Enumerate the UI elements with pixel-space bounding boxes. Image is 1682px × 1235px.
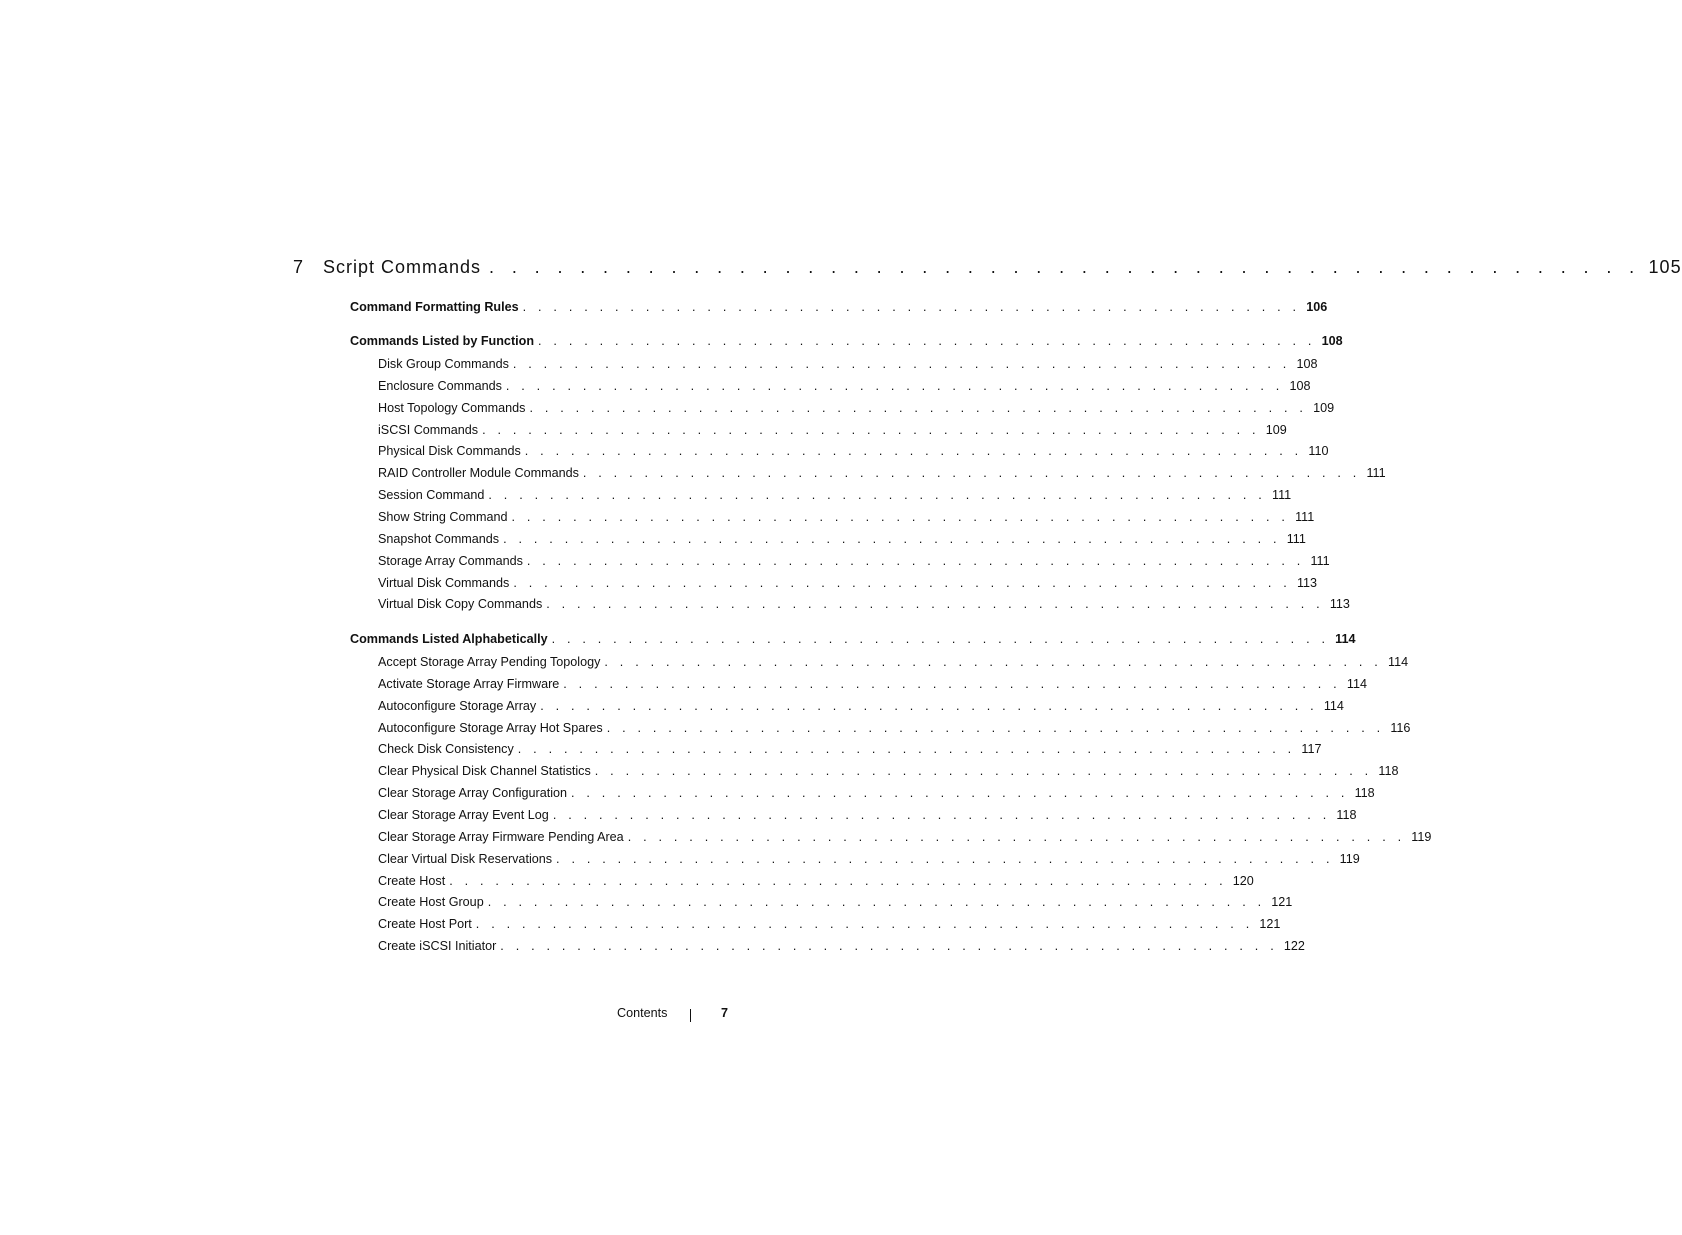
toc-entry-page-number: 114 [1388, 655, 1409, 669]
toc-entry-page-number: 117 [1301, 742, 1322, 757]
toc-section-entry[interactable] [350, 631, 1356, 647]
dot-leader: . . . . . . . . . . . . . . . . . . . . . . . . . . . . . . . . . . . . . . . . . . . . . . . . . . . [538, 334, 1316, 348]
toc-entry-page-number: 111 [1286, 531, 1306, 546]
toc-subsection-entry[interactable] [378, 553, 1330, 569]
dot-leader: . . . . . . . . . . . . . . . . . . . . . . . . . . . . . . . . . . . . . . . . . . . . . . . . . . . [526, 553, 1305, 568]
toc-entry-page-number: 118 [1336, 807, 1357, 822]
dot-leader: . . . . . . . . . . . . . . . . . . . . . . . . . . . . . . . . . . . . . . . . . . . . . . . . . . . [551, 632, 1330, 646]
toc-subsection-entry[interactable] [378, 741, 1322, 757]
toc-entry-page-number: 120 [1232, 873, 1254, 888]
toc-subsection-entry[interactable] [378, 596, 1350, 612]
toc-subsection-entry[interactable] [378, 851, 1360, 867]
toc-entry-title: Snapshot Commands [378, 531, 500, 546]
dot-leader: . . . . . . . . . . . . . . . . . . . . . . . . . . . . . . . . . . . . . . . . . . . . . . . . . . . [487, 895, 1266, 910]
dot-leader: . . . . . . . . . . . . . . . . . . . . . . . . . . . . . . . . . . . . . . . . . . . . . . . . . . . [512, 357, 1291, 371]
toc-entry-title: Disk Group Commands [378, 357, 509, 371]
toc-entry-title: Virtual Disk Commands [378, 575, 510, 590]
toc-subsection-entry[interactable] [378, 443, 1329, 459]
toc-section-entry[interactable] [350, 299, 1328, 315]
toc-entry-page-number: 110 [1308, 444, 1329, 459]
dot-leader: . . . . . . . . . . . . . . . . . . . . . . . . . . . . . . . . . . . . . . . . . . . . . . . . . . . [488, 488, 1266, 503]
page-footer [600, 1006, 728, 1024]
dot-leader: . . . . . . . . . . . . . . . . . . . . . . . . . . . . . . . . . . . . . . . . . . . . . . . . . . . [449, 873, 1227, 888]
toc-entry-title: Session Command [378, 488, 485, 503]
toc-entry-title: Clear Virtual Disk Reservations [378, 851, 553, 866]
dot-leader: . . . . . . . . . . . . . . . . . . . . . . . . . . . . . . . . . . . . . . . . . . . . . . . . . . . [500, 939, 1278, 954]
toc-subsection-entry[interactable] [378, 698, 1344, 714]
toc-entry-title: Check Disk Consistency [378, 742, 514, 757]
dot-leader: . . . . . . . . . . . . . . . . . . . . . . . . . . . . . . . . . . . . . . . . . . . . . . . . . . . [511, 509, 1290, 524]
toc-entry-page-number: 111 [1310, 553, 1330, 568]
toc-subsection-entry[interactable] [378, 400, 1335, 416]
toc-subsection-entry[interactable] [378, 938, 1305, 954]
toc-entry-title: Accept Storage Array Pending Topology [378, 655, 601, 669]
toc-entry-title: Autoconfigure Storage Array [378, 698, 537, 713]
toc-entry-title: Command Formatting Rules [350, 300, 519, 314]
toc-entry-title: Create Host Port [378, 917, 472, 932]
toc-entry-page-number: 114 [1335, 632, 1356, 646]
toc-subsection-entry[interactable] [378, 894, 1293, 910]
toc-entry-page-number: 121 [1259, 917, 1281, 932]
toc-entry-page-number: 119 [1339, 851, 1360, 866]
dot-leader: . . . . . . . . . . . . . . . . . . . . . . . . . . . . . . . . . . . . . . . . . . . . . . . . . . . [505, 378, 1284, 393]
dot-leader: . . . . . . . . . . . . . . . . . . . . . . . . . . . . . . . . . . . . . . . . . . . . . . . . . . . [517, 742, 1296, 757]
toc-entry-title: Create iSCSI Initiator [378, 939, 497, 954]
toc-entry-title: Virtual Disk Copy Commands [378, 597, 543, 612]
dot-leader: . . . . . . . . . . . . . . . . . . . . . . . . . . . . . . . . . . . . . . . . . . . . . . . . . . . [627, 829, 1406, 844]
dot-leader: . . . . . . . . . . . . . . . . . . . . . . . . . . . . . . . . . . . . . . . . . . . . . . . . . . . [571, 786, 1349, 801]
toc-entry-title: Commands Listed Alphabetically [350, 632, 548, 646]
footer-section-name: Contents [617, 1006, 668, 1020]
dot-leader: . . . . . . . . . . . . . . . . . . . . . . . . . . . . . . . . . . . . . . . . . . . . . . . . . . . [556, 851, 1334, 866]
toc-subsection-entry[interactable] [378, 873, 1254, 889]
toc-subsection-entry[interactable] [378, 807, 1357, 823]
toc-entry-title: Physical Disk Commands [378, 444, 521, 459]
toc-entry-title: Clear Storage Array Event Log [378, 807, 549, 822]
toc-entry-title: Clear Storage Array Configuration [378, 786, 568, 801]
toc-entry-page-number: 108 [1321, 334, 1343, 348]
toc-entry-title: Show String Command [378, 509, 508, 524]
toc-subsection-entry[interactable] [378, 916, 1281, 932]
dot-leader: . . . . . . . . . . . . . . . . . . . . . . . . . . . . . . . . . . . . . . . . . . . . . . . . . . . [563, 676, 1341, 691]
toc-subsection-entry[interactable] [378, 676, 1367, 692]
dot-leader: . . . . . . . . . . . . . . . . . . . . . . . . . . . . . . . . . . . . . . . . . . . . . . . . . . . [594, 764, 1373, 779]
toc-entry-title: Enclosure Commands [378, 378, 502, 393]
chapter-page-number: 105 [1648, 257, 1682, 277]
toc-entry-title: Activate Storage Array Firmware [378, 676, 560, 691]
toc-entry-page-number: 113 [1329, 597, 1350, 612]
toc-subsection-entry[interactable] [378, 487, 1292, 503]
toc-entry-page-number: 108 [1289, 378, 1311, 393]
toc-subsection-entry[interactable] [378, 575, 1318, 591]
toc-entry-page-number: 111 [1295, 509, 1315, 524]
toc-subsection-entry[interactable] [378, 654, 1409, 670]
toc-entry-page-number: 106 [1306, 300, 1328, 314]
dot-leader: . . . . . . . . . . . . . . . . . . . . . . . . . . . . . . . . . . . . . . . . . . . . . . . . . . . [552, 807, 1331, 822]
dot-leader: . . . . . . . . . . . . . . . . . . . . . . . . . . . . . . . . . . . . . . . . . . . . . . . . . . . [503, 531, 1281, 546]
toc-subsection-entry[interactable] [378, 785, 1375, 801]
toc-entry-page-number: 111 [1272, 488, 1292, 503]
toc-entry-page-number: 121 [1271, 895, 1293, 910]
toc-entry-page-number: 116 [1390, 720, 1411, 735]
dot-leader: . . . . . . . . . . . . . . . . . . . . . . . . . . . . . . . . . . . . . . . . . . . . . . . . . . . [604, 655, 1382, 669]
dot-leader: . . . . . . . . . . . . . . . . . . . . . . . . . . . . . . . . . . . . . . . . . . . . . . . . . . . [482, 422, 1260, 437]
toc-entry-page-number: 113 [1296, 575, 1318, 590]
toc-subsection-entry[interactable] [378, 509, 1315, 525]
toc-entry-title: Create Host Group [378, 895, 484, 910]
dot-leader: . . . . . . . . . . . . . . . . . . . . . . . . . . . . . . . . . . . . . . . . . . . . . . . . . . . [606, 720, 1385, 735]
toc-entry-title: Commands Listed by Function [350, 334, 535, 348]
dot-leader: . . . . . . . . . . . . . . . . . . . . . . . . . . . . . . . . . . . . . . . . . . . . . . . . . . . [546, 597, 1324, 612]
toc-entry-page-number: 122 [1283, 939, 1305, 954]
dot-leader: . . . . . . . . . . . . . . . . . . . . . . . . . . . . . . . . . . . . . . . . . . . . . . . . . . . [540, 698, 1318, 713]
toc-entry-page-number: 118 [1378, 764, 1399, 779]
toc-subsection-entry[interactable] [378, 356, 1318, 372]
toc-entry-page-number: 108 [1296, 357, 1318, 371]
toc-entry-title: Clear Physical Disk Channel Statistics [378, 764, 591, 779]
toc-subsection-entry[interactable] [378, 720, 1411, 736]
toc-subsection-entry[interactable] [378, 465, 1386, 481]
toc-subsection-entry[interactable] [378, 378, 1311, 394]
dot-leader: . . . . . . . . . . . . . . . . . . . . . . . . . . . . . . . . . . . . . . . . . . . . . . . . . . . [522, 300, 1301, 314]
toc-entry-title: Autoconfigure Storage Array Hot Spares [378, 720, 603, 735]
dot-leader: . . . . . . . . . . . . . . . . . . . . . . . . . . . . . . . . . . . . . . . . . . . . . . . . . . . [489, 257, 1641, 277]
dot-leader: . . . . . . . . . . . . . . . . . . . . . . . . . . . . . . . . . . . . . . . . . . . . . . . . . . . [475, 917, 1254, 932]
footer-separator [690, 1009, 691, 1022]
toc-chapter-entry[interactable] [293, 257, 1682, 285]
toc-entry-page-number: 118 [1354, 786, 1375, 801]
toc-entry-title: Storage Array Commands [378, 553, 523, 568]
toc-subsection-entry[interactable] [378, 422, 1287, 438]
dot-leader: . . . . . . . . . . . . . . . . . . . . . . . . . . . . . . . . . . . . . . . . . . . . . . . . . . . [529, 400, 1308, 415]
toc-entry-title: iSCSI Commands [378, 422, 479, 437]
footer-page-number: 7 [720, 1006, 728, 1020]
toc-section-entry[interactable] [350, 333, 1343, 349]
toc-subsection-entry[interactable] [378, 829, 1432, 845]
toc-entry-page-number: 119 [1411, 829, 1432, 844]
toc-entry-page-number: 109 [1313, 400, 1335, 415]
dot-leader: . . . . . . . . . . . . . . . . . . . . . . . . . . . . . . . . . . . . . . . . . . . . . . . . . . . [524, 444, 1303, 459]
toc-subsection-entry[interactable] [378, 531, 1306, 547]
toc-entry-page-number: 109 [1265, 422, 1287, 437]
dot-leader: . . . . . . . . . . . . . . . . . . . . . . . . . . . . . . . . . . . . . . . . . . . . . . . . . . . [513, 575, 1291, 590]
dot-leader: . . . . . . . . . . . . . . . . . . . . . . . . . . . . . . . . . . . . . . . . . . . . . . . . . . . [582, 466, 1361, 481]
toc-entry-page-number: 111 [1366, 466, 1386, 481]
chapter-number: 7 [293, 257, 305, 277]
toc-entry-title: Clear Storage Array Firmware Pending Area [378, 829, 624, 844]
chapter-title: Script Commands [323, 257, 482, 277]
toc-entry-page-number: 114 [1323, 698, 1344, 713]
toc-entry-page-number: 114 [1346, 676, 1367, 691]
toc-entry-title: Host Topology Commands [378, 400, 526, 415]
toc-subsection-entry[interactable] [378, 763, 1399, 779]
toc-entry-title: RAID Controller Module Commands [378, 466, 579, 481]
toc-entry-title: Create Host [378, 873, 446, 888]
